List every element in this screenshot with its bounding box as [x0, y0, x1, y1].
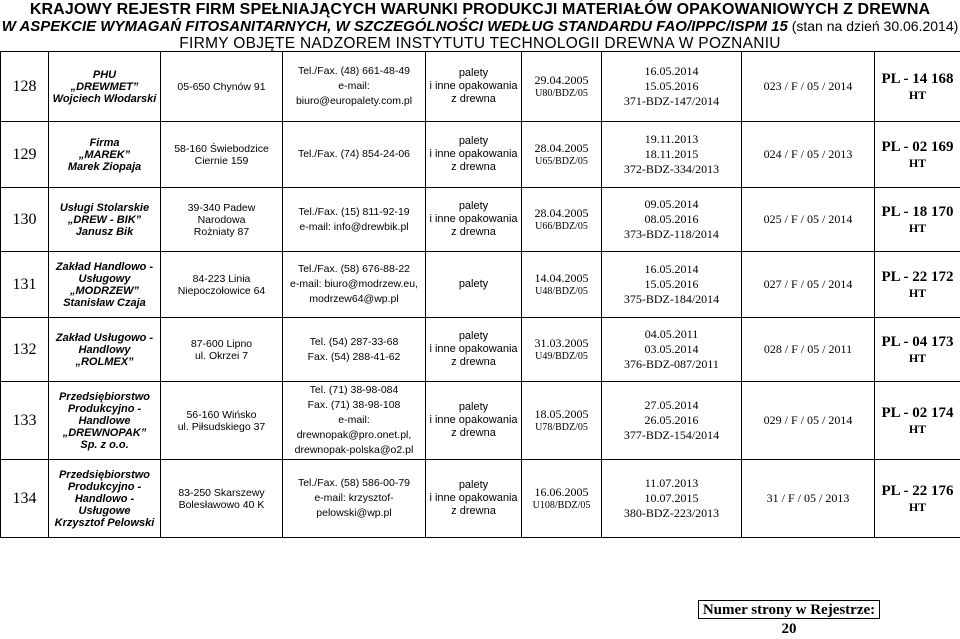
row-number: 133 [1, 382, 49, 460]
firm-name-line: „DREWNOPAK” [51, 427, 158, 439]
row-number: 132 [1, 318, 49, 382]
table-row [1, 188, 960, 252]
ippc-mark [875, 122, 960, 188]
firm-name-line: Zakład Handlowo - [51, 261, 158, 273]
category-line: i inne opakowania [428, 492, 519, 505]
row-number: 131 [1, 252, 49, 318]
category-line: i inne opakowania [428, 213, 519, 226]
document-header [0, 0, 960, 52]
firm-name-line: Produkcyjno - [51, 403, 158, 415]
firm-name [49, 252, 161, 318]
row-number: 130 [1, 188, 49, 252]
registration-date [522, 382, 602, 460]
treatment-code: HT [877, 499, 958, 515]
firm-name-line: „DREW - BIK” [51, 214, 158, 226]
ippc-mark [875, 188, 960, 252]
category-line: z drewna [428, 226, 519, 239]
row-number: 134 [1, 460, 49, 538]
product-category [426, 460, 522, 538]
certificate-reference: 028 / F / 05 / 2011 [742, 318, 875, 382]
firm-contact [283, 52, 426, 122]
registration-code: U48/BDZ/05 [524, 285, 599, 298]
category-line: z drewna [428, 93, 519, 106]
contact-line: Fax. (54) 288-41-62 [285, 350, 423, 365]
address-line: Bolesławowo 40 K [163, 499, 280, 511]
registration-code: U108/BDZ/05 [524, 499, 599, 512]
product-category [426, 382, 522, 460]
address-line: 87-600 Lipno [163, 338, 280, 350]
firm-name-line: Krzysztof Pelowski [51, 517, 158, 529]
firm-name [49, 122, 161, 188]
certificate-reference: 029 / F / 05 / 2014 [742, 382, 875, 460]
certificate-reference: 025 / F / 05 / 2014 [742, 188, 875, 252]
firm-name-line: Handlowy [51, 344, 158, 356]
registration-date-value: 16.06.2005 [524, 486, 599, 499]
firm-name-line: Wojciech Włodarski [51, 93, 158, 105]
certificate-reference: 024 / F / 05 / 2013 [742, 122, 875, 188]
decision-line: 375-BDZ-184/2014 [604, 292, 739, 307]
category-line: i inne opakowania [428, 80, 519, 93]
page-number-value: 20 [782, 621, 797, 637]
firm-name-line: Sp. z o.o. [51, 439, 158, 451]
registration-date [522, 188, 602, 252]
firm-address [161, 52, 283, 122]
ippc-code: PL - 04 173 [877, 334, 958, 350]
firm-name-line: Firma [51, 137, 158, 149]
decision-line: 15.05.2016 [604, 277, 739, 292]
treatment-code: HT [877, 421, 958, 437]
ippc-mark [875, 460, 960, 538]
registration-date [522, 122, 602, 188]
contact-line: Fax. (71) 38-98-108 [285, 398, 423, 413]
decision-line: 26.05.2016 [604, 413, 739, 428]
registration-date-value: 28.04.2005 [524, 142, 599, 155]
firm-address [161, 382, 283, 460]
registration-code: U80/BDZ/05 [524, 87, 599, 100]
table-row [1, 52, 960, 122]
certificate-reference: 027 / F / 05 / 2014 [742, 252, 875, 318]
registration-code: U49/BDZ/05 [524, 350, 599, 363]
decision-line: 04.05.2011 [604, 327, 739, 342]
category-line: palety [428, 278, 519, 291]
address-line: Ciernie 159 [163, 155, 280, 167]
product-category [426, 52, 522, 122]
decision-validity [602, 318, 742, 382]
certificate-reference: 31 / F / 05 / 2013 [742, 460, 875, 538]
contact-line: modrzew64@wp.pl [285, 292, 423, 307]
decision-line: 08.05.2016 [604, 212, 739, 227]
firm-contact [283, 460, 426, 538]
page-number-label: Numer strony w Rejestrze: [703, 602, 875, 618]
firm-contact [283, 122, 426, 188]
category-line: palety [428, 200, 519, 213]
firm-name [49, 318, 161, 382]
decision-line: 27.05.2014 [604, 398, 739, 413]
treatment-code: HT [877, 155, 958, 171]
certificate-reference: 023 / F / 05 / 2014 [742, 52, 875, 122]
category-line: palety [428, 330, 519, 343]
firm-name [49, 382, 161, 460]
ippc-code: PL - 22 172 [877, 269, 958, 285]
contact-line: e-mail: biuro@europalety.com.pl [285, 79, 423, 109]
firm-name-line: „DREWMET” [51, 81, 158, 93]
registration-code: U66/BDZ/05 [524, 220, 599, 233]
address-line: Rożniaty 87 [163, 226, 280, 238]
header-title-line3: FIRMY OBJĘTE NADZOREM INSTYTUTU TECHNOLOGII DREWNA W POZNANIU [0, 35, 960, 52]
treatment-code: HT [877, 87, 958, 103]
header-title-line1: KRAJOWY REJESTR FIRM SPEŁNIAJĄCYCH WARUNKI PRODUKCJI MATERIAŁÓW OPAKOWANIOWYCH Z DREWNA [0, 1, 960, 18]
firm-name [49, 188, 161, 252]
registration-date [522, 252, 602, 318]
firm-contact [283, 318, 426, 382]
contact-line: Tel./Fax. (15) 811-92-19 [285, 205, 423, 220]
product-category [426, 188, 522, 252]
firm-name-line: Handlowo - Usługowe [51, 493, 158, 517]
table-row [1, 318, 960, 382]
product-category [426, 122, 522, 188]
ippc-mark [875, 52, 960, 122]
address-line: ul. Piłsudskiego 37 [163, 421, 280, 433]
header-title-line2-main: W ASPEKCIE WYMAGAŃ FITOSANITARNYCH, W SZCZEGÓLNOŚCI WEDŁUG STANDARDU FAO/IPPC/ISPM 15 [2, 18, 788, 35]
ippc-code: PL - 14 168 [877, 71, 958, 87]
ippc-mark [875, 252, 960, 318]
table-row [1, 382, 960, 460]
contact-line: Tel./Fax. (58) 676-88-22 [285, 262, 423, 277]
decision-validity [602, 188, 742, 252]
row-number: 129 [1, 122, 49, 188]
address-line: 05-650 Chynów 91 [163, 81, 280, 93]
ippc-mark [875, 382, 960, 460]
contact-line: Tel. (54) 287-33-68 [285, 335, 423, 350]
contact-line: Tel./Fax. (48) 661-48-49 [285, 64, 423, 79]
address-line: 56-160 Wińsko [163, 409, 280, 421]
decision-line: 16.05.2014 [604, 262, 739, 277]
category-line: z drewna [428, 161, 519, 174]
decision-validity [602, 382, 742, 460]
firm-name-line: „MODRZEW” [51, 285, 158, 297]
table-row [1, 252, 960, 318]
contact-line: e-mail: biuro@modrzew.eu, [285, 277, 423, 292]
firm-address [161, 188, 283, 252]
decision-line: 09.05.2014 [604, 197, 739, 212]
firm-name-line: Stanisław Czaja [51, 297, 158, 309]
address-line: 84-223 Linia [163, 273, 280, 285]
treatment-code: HT [877, 220, 958, 236]
firm-name [49, 52, 161, 122]
decision-line: 372-BDZ-334/2013 [604, 162, 739, 177]
address-line: 58-160 Świebodzice [163, 143, 280, 155]
ippc-code: PL - 22 176 [877, 483, 958, 499]
contact-line: e-mail: info@drewbik.pl [285, 220, 423, 235]
address-line: 39-340 Padew Narodowa [163, 202, 280, 226]
category-line: i inne opakowania [428, 414, 519, 427]
category-line: palety [428, 67, 519, 80]
contact-line: Tel./Fax. (58) 586-00-79 [285, 476, 423, 491]
category-line: i inne opakowania [428, 148, 519, 161]
firm-name-line: Usługi Stolarskie [51, 202, 158, 214]
firm-name-line: PHU [51, 69, 158, 81]
category-line: i inne opakowania [428, 343, 519, 356]
firm-name-line: Handlowe [51, 415, 158, 427]
decision-line: 18.11.2015 [604, 147, 739, 162]
header-title-line2 [0, 18, 960, 35]
firm-contact [283, 252, 426, 318]
firm-address [161, 460, 283, 538]
firm-name-line: Przedsiębiorstwo [51, 469, 158, 481]
contact-line: Tel./Fax. (74) 854-24-06 [285, 147, 423, 162]
firm-name-line: Produkcyjno - [51, 481, 158, 493]
registration-date-value: 31.03.2005 [524, 337, 599, 350]
treatment-code: HT [877, 285, 958, 301]
decision-line: 19.11.2013 [604, 132, 739, 147]
firm-address [161, 122, 283, 188]
contact-line: e-mail: krzysztof-pelowski@wp.pl [285, 491, 423, 521]
firm-name-line: „MAREK” [51, 149, 158, 161]
registration-date-value: 14.04.2005 [524, 272, 599, 285]
product-category [426, 252, 522, 318]
firm-address [161, 252, 283, 318]
decision-validity [602, 252, 742, 318]
registration-date-value: 29.04.2005 [524, 74, 599, 87]
firm-name-line: Przedsiębiorstwo [51, 391, 158, 403]
registration-code: U65/BDZ/05 [524, 155, 599, 168]
ippc-code: PL - 02 174 [877, 405, 958, 421]
firm-contact [283, 382, 426, 460]
header-status-date: (stan na dzień 30.06.2014) [788, 18, 958, 34]
decision-line: 11.07.2013 [604, 476, 739, 491]
firm-name [49, 460, 161, 538]
category-line: palety [428, 479, 519, 492]
registration-date [522, 318, 602, 382]
contact-line: e-mail: drewnopak@pro.onet.pl, [285, 413, 423, 443]
decision-line: 376-BDZ-087/2011 [604, 357, 739, 372]
ippc-code: PL - 02 169 [877, 139, 958, 155]
table-row [1, 460, 960, 538]
firm-address [161, 318, 283, 382]
decision-line: 16.05.2014 [604, 64, 739, 79]
ippc-code: PL - 18 170 [877, 204, 958, 220]
category-line: palety [428, 401, 519, 414]
firm-name-line: „ROLMEX” [51, 356, 158, 368]
ippc-mark [875, 318, 960, 382]
contact-line: drewnopak-polska@o2.pl [285, 443, 423, 458]
decision-line: 15.05.2016 [604, 79, 739, 94]
decision-validity [602, 122, 742, 188]
table-row [1, 122, 960, 188]
address-line: ul. Okrzei 7 [163, 350, 280, 362]
decision-validity [602, 52, 742, 122]
address-line: 83-250 Skarszewy [163, 487, 280, 499]
registration-code: U78/BDZ/05 [524, 421, 599, 434]
contact-line: Tel. (71) 38-98-084 [285, 383, 423, 398]
registry-table-body [1, 52, 960, 538]
page-number-box [698, 600, 880, 619]
product-category [426, 318, 522, 382]
firm-contact [283, 188, 426, 252]
decision-line: 10.07.2015 [604, 491, 739, 506]
decision-line: 373-BDZ-118/2014 [604, 227, 739, 242]
decision-line: 03.05.2014 [604, 342, 739, 357]
registration-date-value: 28.04.2005 [524, 207, 599, 220]
category-line: palety [428, 135, 519, 148]
registration-date-value: 18.05.2005 [524, 408, 599, 421]
category-line: z drewna [428, 427, 519, 440]
decision-line: 377-BDZ-154/2014 [604, 428, 739, 443]
decision-validity [602, 460, 742, 538]
firm-name-line: Janusz Bik [51, 226, 158, 238]
registration-date [522, 460, 602, 538]
registration-date [522, 52, 602, 122]
decision-line: 371-BDZ-147/2014 [604, 94, 739, 109]
decision-line: 380-BDZ-223/2013 [604, 506, 739, 521]
treatment-code: HT [877, 350, 958, 366]
row-number: 128 [1, 52, 49, 122]
category-line: z drewna [428, 505, 519, 518]
category-line: z drewna [428, 356, 519, 369]
registry-table [0, 51, 960, 538]
firm-name-line: Usługowy [51, 273, 158, 285]
firm-name-line: Marek Ziopaja [51, 161, 158, 173]
firm-name-line: Zakład Usługowo - [51, 332, 158, 344]
address-line: Niepoczołowice 64 [163, 285, 280, 297]
